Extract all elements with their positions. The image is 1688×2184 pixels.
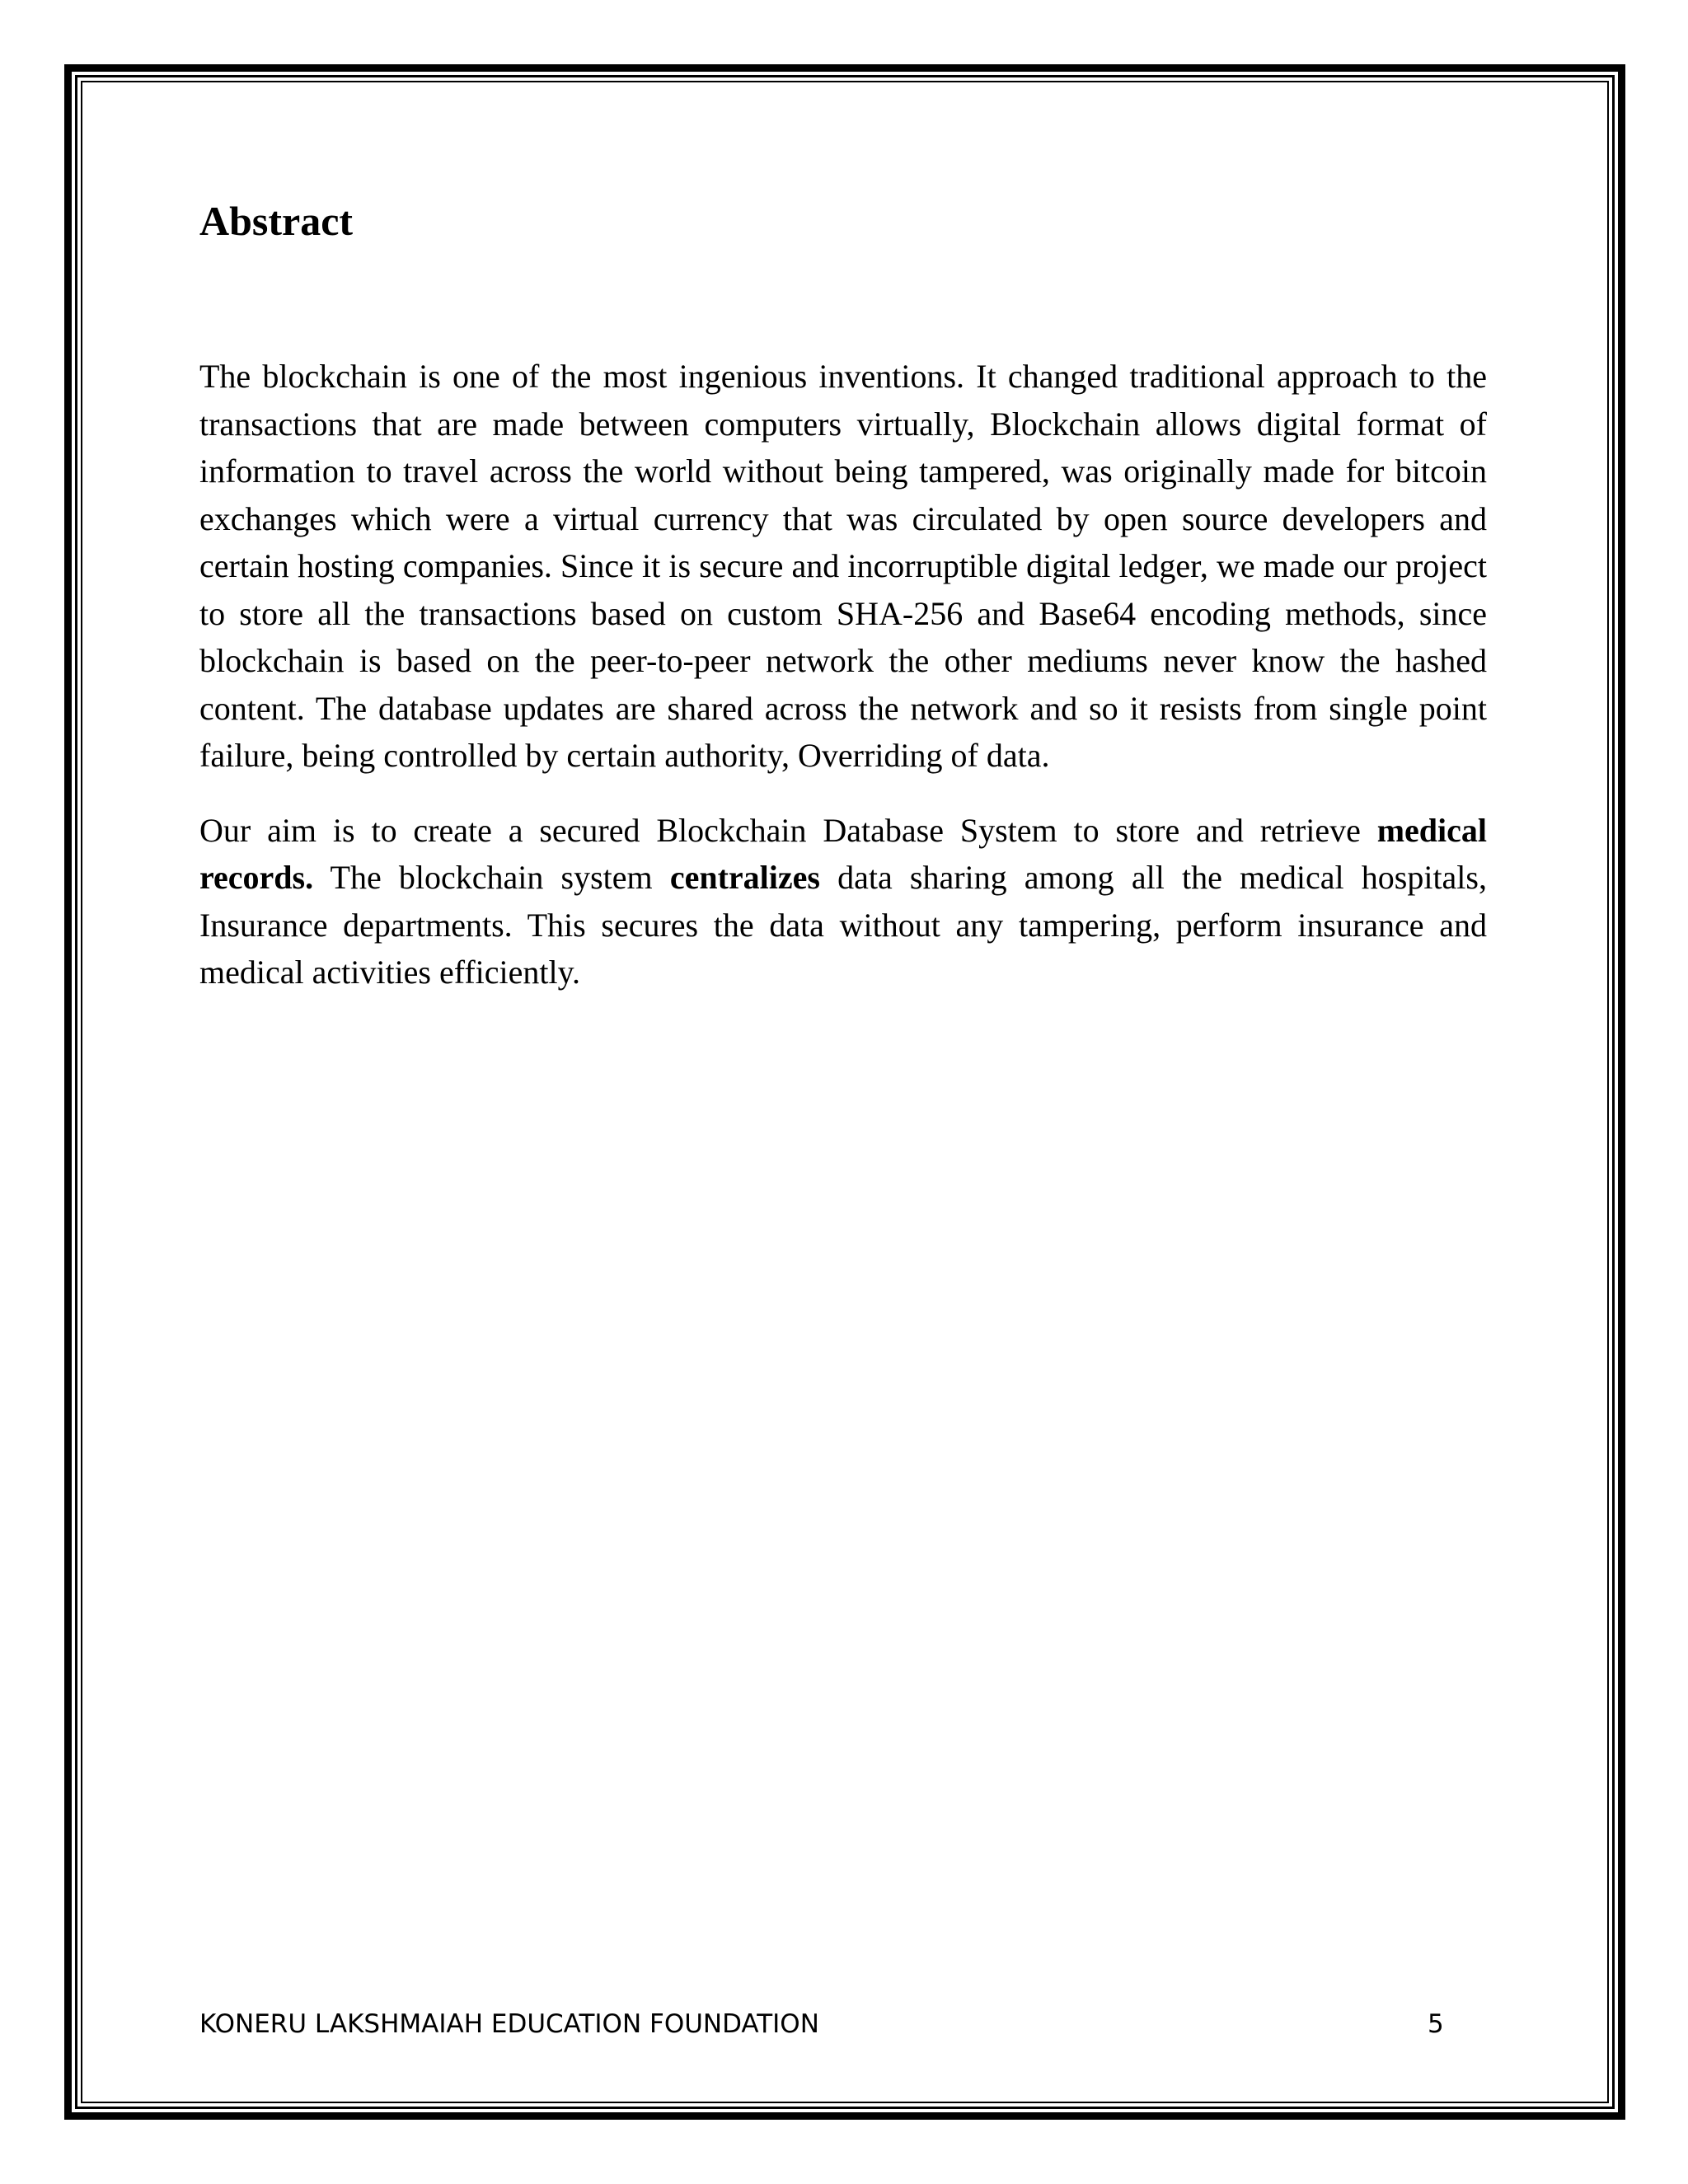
abstract-heading: Abstract — [199, 198, 354, 244]
paragraph-2-text-1: Our aim is to create a secured Blockchain Database System to store and retrieve — [199, 811, 1377, 849]
footer-organization: KONERU LAKSHMAIAH EDUCATION FOUNDATION — [199, 2009, 819, 2039]
abstract-paragraph-1: The blockchain is one of the most ingenious inventions. It changed traditional approach to the transactions that are made between computers virtually, Blockchain allows digital format of information to travel across the world without being tampered, was originally made for bitcoin exchanges which were a virtual currency that was circulated by open source developers and certain hosting companies. Since it is secure and incorruptible digital ledger, we made our project to store all the transactions based on custom SHA-256 and Base64 encoding methods, since blockchain is based on the peer-to-peer network the other mediums never know the hashed content. The database updates are shared across the network and so it resists from single point failure, being controlled by certain authority, Overriding of data. — [199, 358, 1487, 774]
paragraph-2-bold-medical-records: medical records. — [199, 811, 1487, 896]
paragraph-2-text-2: The blockchain system — [313, 859, 670, 896]
footer-page-number: 5 — [1428, 2009, 1444, 2039]
abstract-body — [199, 353, 1487, 996]
paragraph-2-bold-centralizes: centralizes — [669, 859, 820, 896]
paragraph-2-text-3: data sharing among all the medical hospitals, Insurance departments. This secures the data without any tampering, perform insurance and medical activities efficiently. — [199, 859, 1487, 991]
abstract-paragraph-2 — [199, 807, 1487, 996]
